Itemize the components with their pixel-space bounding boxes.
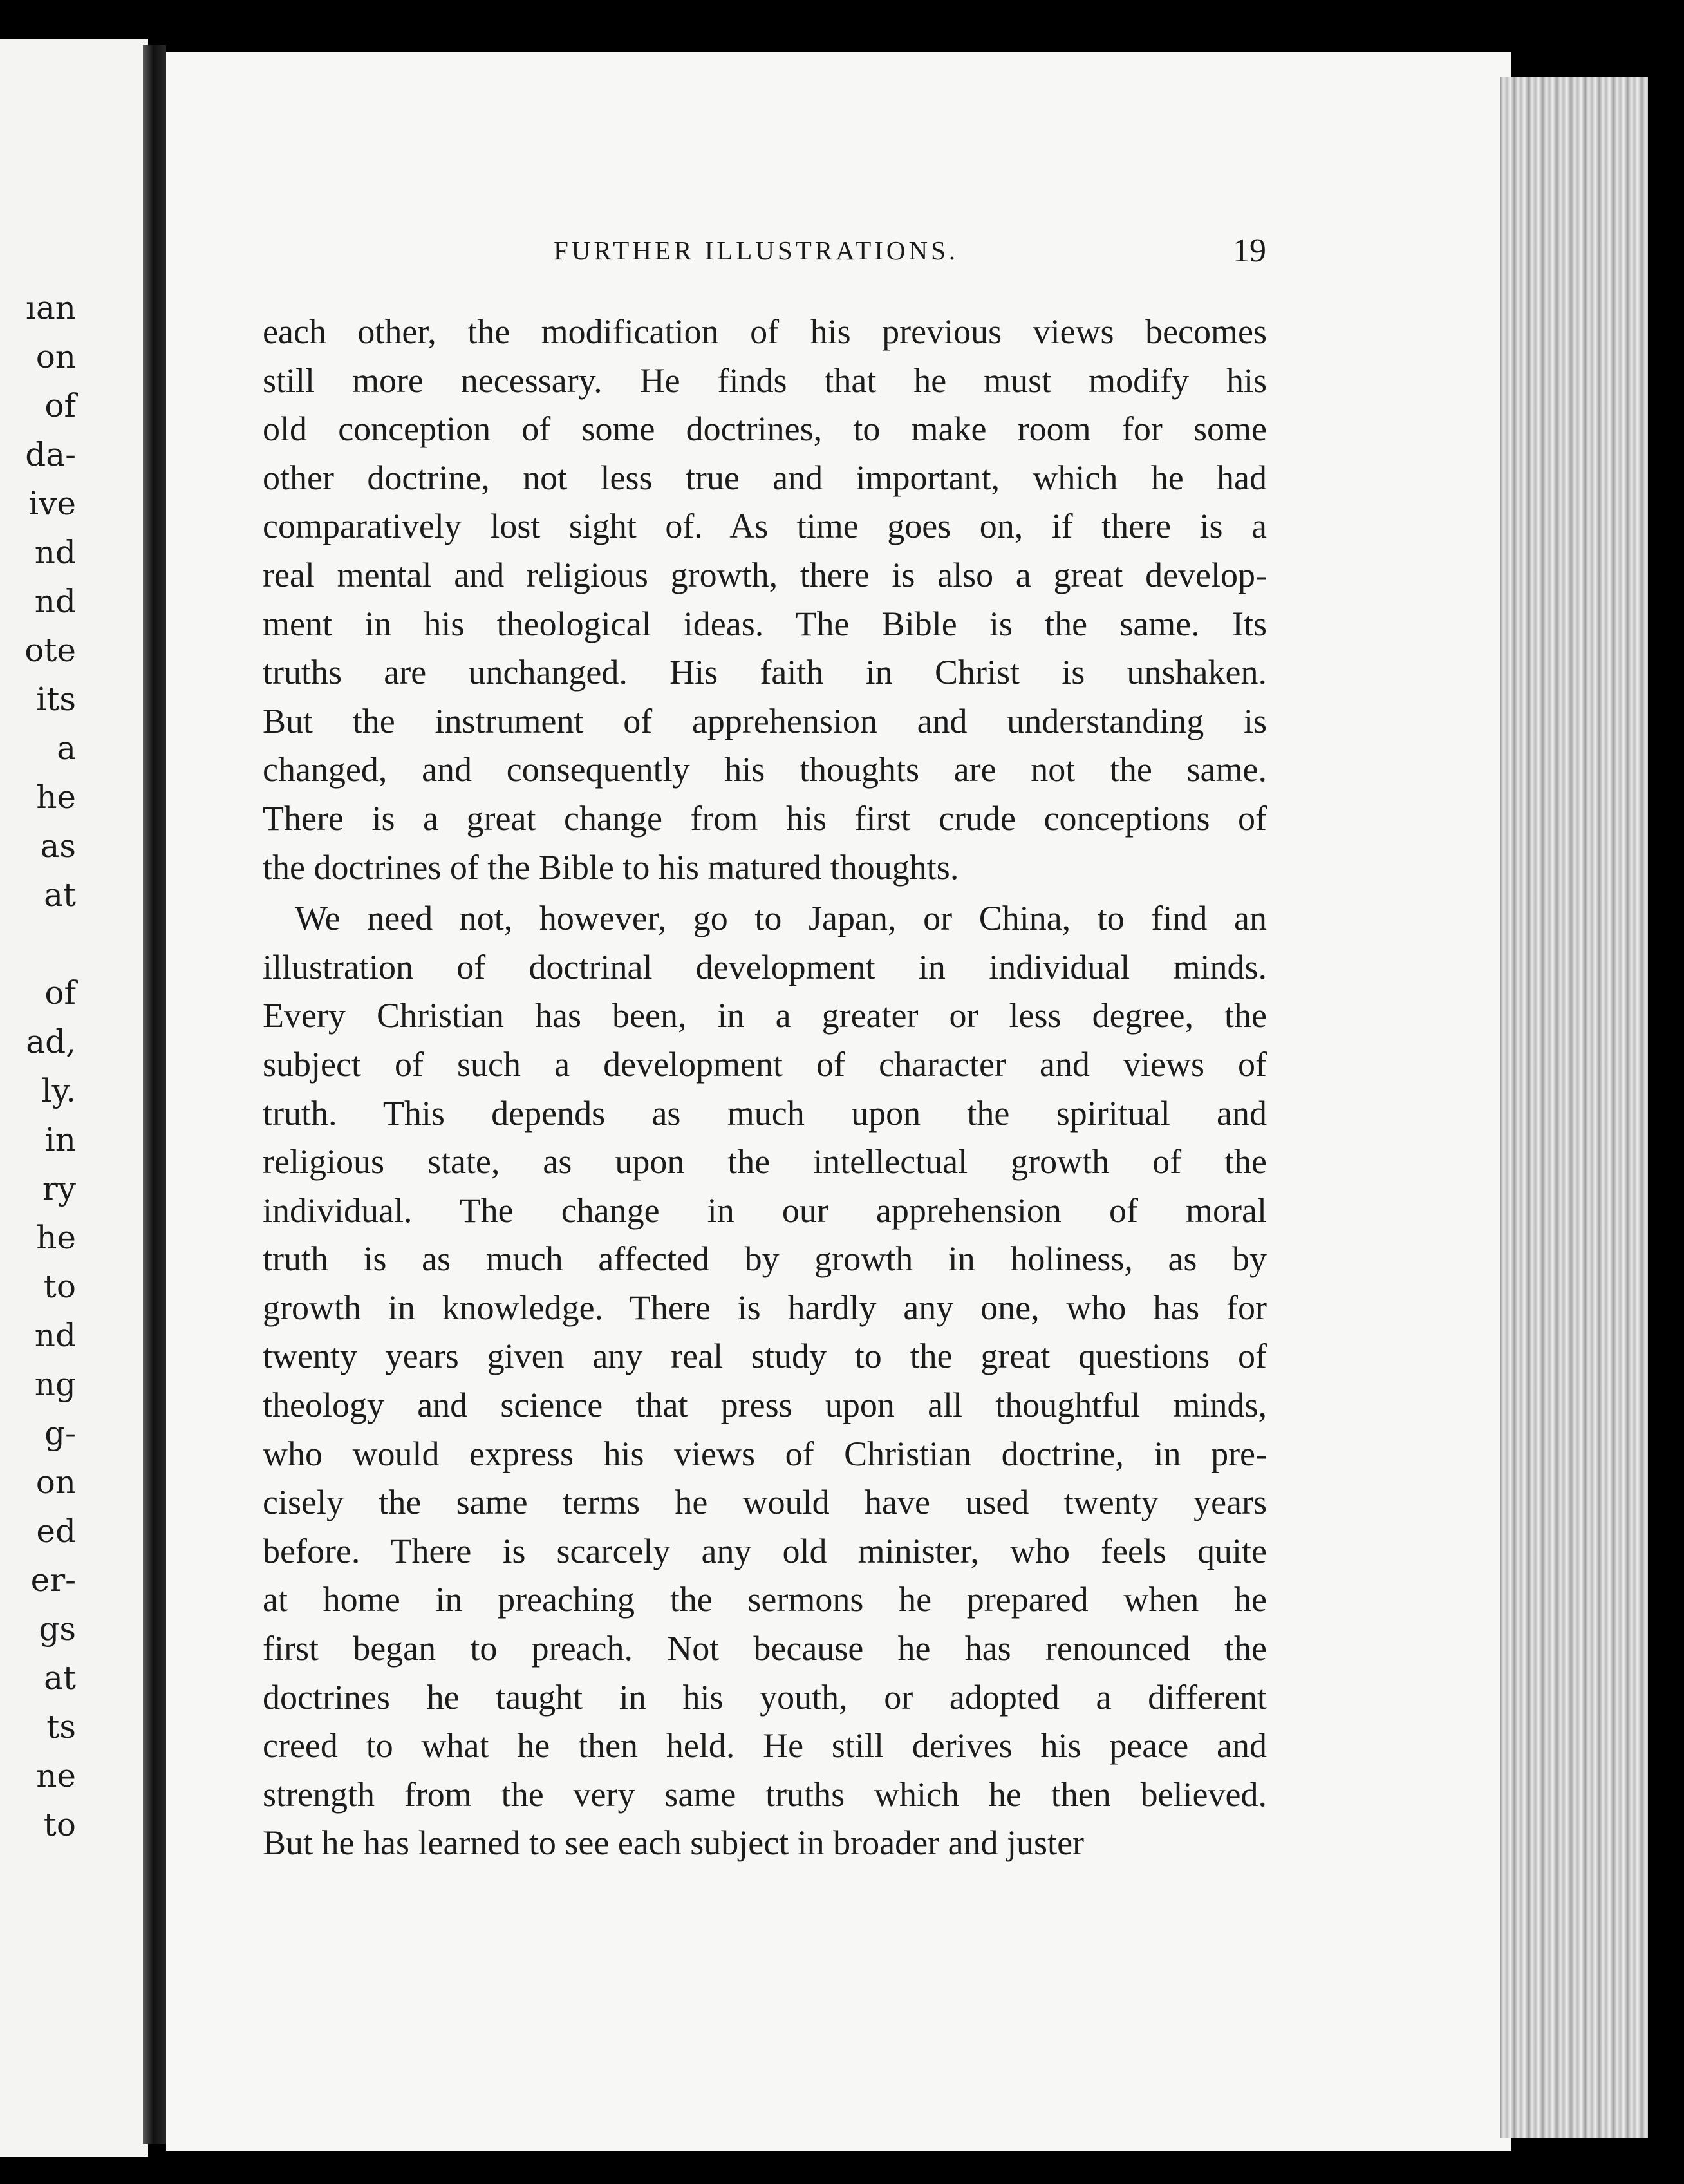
text-line: each other, the modification of his previous views becomes bbox=[263, 312, 1267, 351]
left-fragment: er- bbox=[30, 1561, 76, 1599]
text-line: first began to preach. Not because he has renounced the bbox=[263, 1629, 1267, 1668]
running-head: FURTHER ILLUSTRATIONS. bbox=[554, 236, 959, 265]
left-fragment: g- bbox=[44, 1415, 76, 1452]
left-fragment: to bbox=[43, 1806, 76, 1843]
text-line: religious state, as upon the intellectual growth of the bbox=[263, 1142, 1267, 1181]
left-fragment: nd bbox=[34, 1317, 76, 1354]
left-fragment: ts bbox=[46, 1708, 76, 1746]
text-line: truth. This depends as much upon the spiritual and bbox=[263, 1093, 1267, 1133]
text-line: growth in knowledge. There is hardly any one, who has for bbox=[263, 1288, 1267, 1327]
left-fragment: at bbox=[44, 876, 76, 914]
text-line: But the instrument of apprehension and understanding is bbox=[263, 701, 1267, 740]
left-fragment: ng bbox=[34, 1366, 76, 1403]
right-border-shadow bbox=[1648, 0, 1684, 2184]
text-line: illustration of doctrinal development in individual minds. bbox=[263, 947, 1267, 986]
body-text bbox=[263, 308, 1267, 1868]
left-fragment: of bbox=[44, 974, 76, 1012]
left-fragment: at bbox=[44, 1659, 76, 1697]
text-line: There is a great change from his first crude conceptions of bbox=[263, 798, 1267, 838]
text-line: changed, and consequently his thoughts are not the same. bbox=[263, 750, 1267, 789]
page-number: 19 bbox=[1233, 232, 1266, 269]
left-fragment: ote bbox=[24, 632, 76, 669]
left-fragment: gs bbox=[39, 1610, 76, 1648]
left-fragment: ry bbox=[42, 1170, 76, 1207]
text-line: before. There is scarcely any old minister, who feels quite bbox=[263, 1531, 1267, 1570]
text-line: We need not, however, go to Japan, or China, to find an bbox=[295, 899, 1267, 938]
text-line: old conception of some doctrines, to make room for some bbox=[263, 410, 1267, 449]
text-line: still more necessary. He finds that he must modify his bbox=[263, 361, 1267, 400]
left-fragment: he bbox=[36, 778, 76, 816]
left-fragment: ed bbox=[36, 1512, 76, 1550]
left-fragment: to bbox=[43, 1268, 76, 1305]
text-line: twenty years given any real study to the great questions of bbox=[263, 1337, 1267, 1376]
text-line: real mental and religious growth, there is also a great develop- bbox=[263, 555, 1267, 594]
left-fragment bbox=[0, 919, 76, 968]
left-page-text-fragments bbox=[0, 283, 76, 1849]
left-fragment: ne bbox=[36, 1757, 76, 1794]
paragraph-1 bbox=[263, 308, 1267, 892]
left-fragment: he bbox=[36, 1219, 76, 1256]
text-line: who would express his views of Christian doctrine, in pre- bbox=[263, 1434, 1267, 1473]
left-fragment: nd bbox=[34, 534, 76, 571]
text-line: strength from the very same truths which he then believed. bbox=[263, 1774, 1267, 1814]
paragraph-2 bbox=[263, 894, 1267, 1868]
text-line: individual. The change in our apprehension of moral bbox=[263, 1191, 1267, 1230]
left-fragment: ıan bbox=[25, 289, 76, 326]
left-fragment: ad, bbox=[26, 1023, 76, 1060]
left-fragment: on bbox=[35, 1464, 76, 1501]
left-fragment: a bbox=[57, 730, 76, 767]
left-fragment: da- bbox=[25, 436, 76, 473]
left-fragment: on bbox=[35, 338, 76, 375]
left-fragment: in bbox=[44, 1121, 76, 1158]
text-line: at home in preaching the sermons he prepared when he bbox=[263, 1580, 1267, 1619]
gutter-shadow bbox=[143, 45, 166, 2144]
left-fragment: its bbox=[36, 681, 76, 718]
text-line: truth is as much affected by growth in holiness, as by bbox=[263, 1239, 1267, 1279]
text-line: doctrines he taught in his youth, or adopted a different bbox=[263, 1677, 1267, 1717]
text-line: Every Christian has been, in a greater or less degree, the bbox=[263, 996, 1267, 1035]
text-line: other doctrine, not less true and important, which he had bbox=[263, 458, 1267, 497]
text-line: cisely the same terms he would have used twenty years bbox=[263, 1483, 1267, 1522]
left-fragment: nd bbox=[34, 583, 76, 620]
text-line: subject of such a development of character and views of bbox=[263, 1044, 1267, 1084]
text-line: the doctrines of the Bible to his matured thoughts. bbox=[263, 847, 959, 887]
text-line: truths are unchanged. His faith in Christ is unshaken. bbox=[263, 653, 1267, 692]
book-fore-edge bbox=[1500, 77, 1654, 2138]
text-line: comparatively lost sight of. As time goes on, if there is a bbox=[263, 507, 1267, 546]
left-fragment: ly. bbox=[41, 1072, 76, 1109]
left-fragment: of bbox=[44, 387, 76, 424]
left-fragment: ive bbox=[28, 485, 76, 522]
left-fragment: as bbox=[40, 827, 76, 865]
text-line: creed to what he then held. He still derives his peace and bbox=[263, 1726, 1267, 1765]
text-line: ment in his theological ideas. The Bible is the same. Its bbox=[263, 604, 1267, 643]
text-line: theology and science that press upon all thoughtful minds, bbox=[263, 1386, 1267, 1425]
text-line: But he has learned to see each subject in broader and juster bbox=[263, 1823, 1085, 1863]
